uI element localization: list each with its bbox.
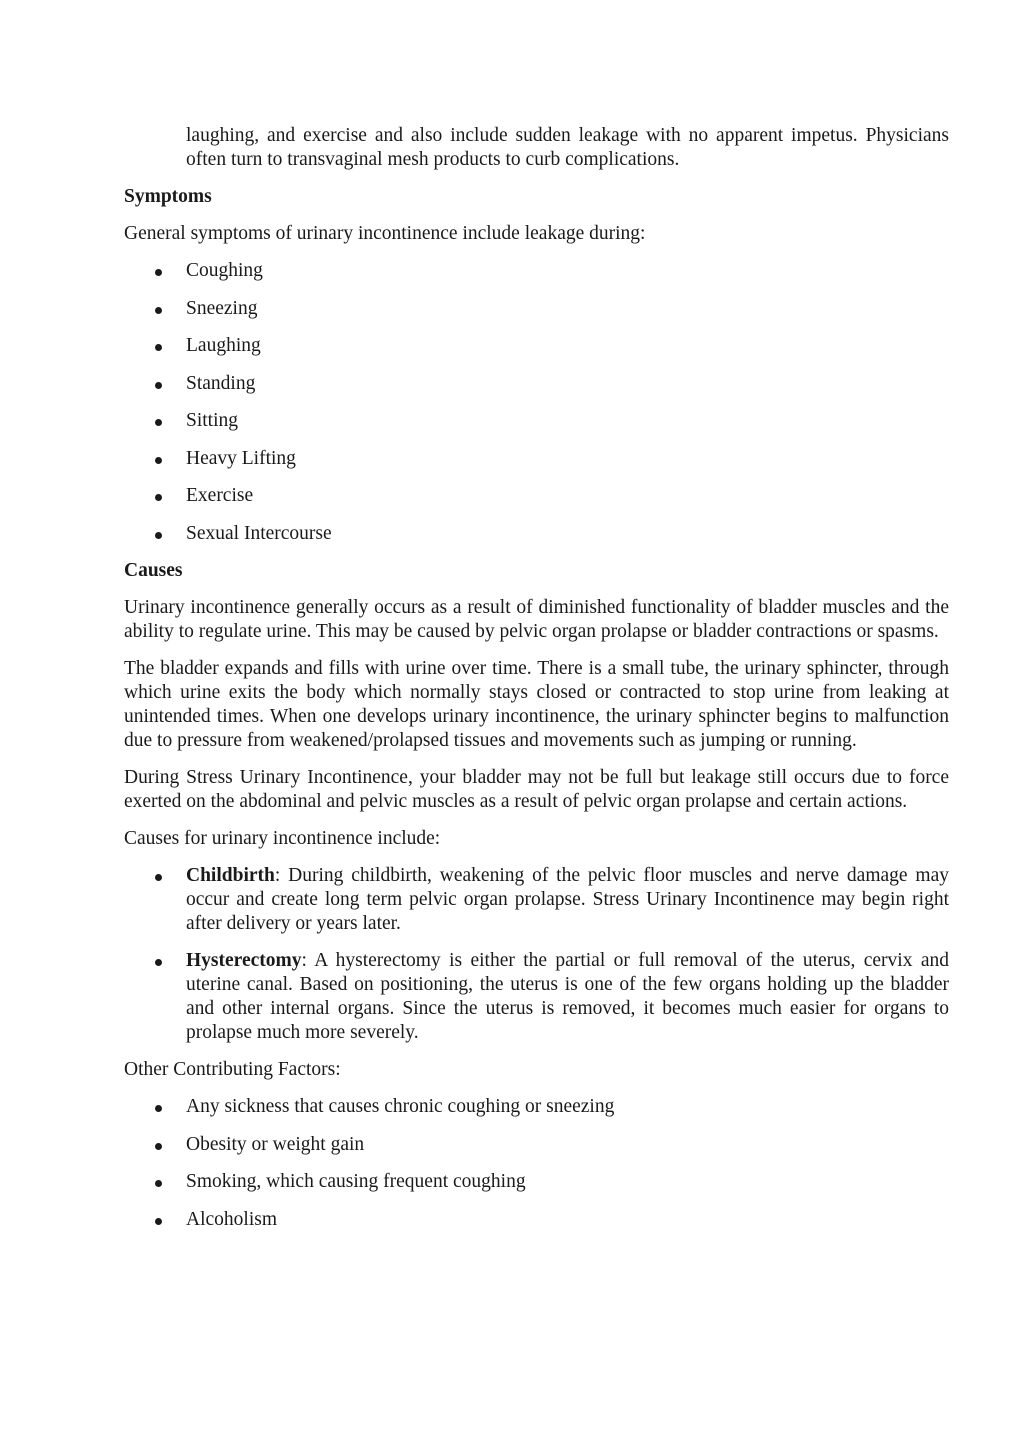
other-factors-lead: Other Contributing Factors:: [124, 1059, 341, 1080]
list-item: [124, 949, 949, 1045]
list-item: Any sickness that causes chronic coughing or sneezing: [124, 1095, 949, 1119]
list-item: Alcoholism: [124, 1208, 949, 1232]
causes-heading: Causes: [124, 559, 183, 581]
list-item: Sitting: [124, 409, 949, 433]
list-item: Obesity or weight gain: [124, 1133, 949, 1157]
bullet-icon: [155, 419, 162, 426]
symptoms-lead: General symptoms of urinary incontinence include leakage during:: [124, 223, 646, 244]
causes-paragraph: During Stress Urinary Incontinence, your bladder may not be full but leakage still occurs due to force exerted on the abdominal and pelvic muscles as a result of pelvic organ prolapse and certain actions.: [124, 766, 949, 812]
bullet-icon: [155, 457, 162, 464]
list-item: Laughing: [124, 334, 949, 358]
bullet-icon: [155, 269, 162, 276]
causes-paragraph: Urinary incontinence generally occurs as a result of diminished functionality of bladder muscles and the ability to regulate urine. This may be caused by pelvic organ prolapse or bladder contractions or spasms.: [124, 596, 949, 642]
causes-list-lead: Causes for urinary incontinence include:: [124, 827, 441, 849]
list-item: Heavy Lifting: [124, 447, 949, 471]
list-item: Standing: [124, 372, 949, 396]
bullet-icon: [155, 959, 162, 966]
list-item: Coughing: [124, 259, 949, 283]
bullet-icon: [155, 344, 162, 351]
bullet-icon: [155, 532, 162, 539]
causes-paragraph: The bladder expands and fills with urine over time. There is a small tube, the urinary sphincter, through which urine exits the body which normally stays closed or contracted to stop urine from leaking at unintended times. When one develops urinary incontinence, the urinary sphincter begins to malfunction due to pressure from weakened/prolapsed tissues and movements such as jumping or running.: [124, 657, 949, 751]
list-item: Smoking, which causing frequent coughing: [124, 1170, 949, 1194]
cause-description: : A hysterectomy is either the partial or full removal of the uterus, cervix and uterine canal. Based on positioning, the uterus is one of the few organs holding up the bladder and other internal organs. Since the uterus is removed, it becomes much easier for organs to prolapse much more severely.: [186, 950, 949, 1043]
list-item: Sneezing: [124, 297, 949, 321]
cause-term: Childbirth: [186, 864, 275, 886]
list-item: Sexual Intercourse: [124, 522, 949, 546]
bullet-icon: [155, 1143, 162, 1150]
bullet-icon: [155, 307, 162, 314]
bullet-icon: [155, 1180, 162, 1187]
causes-list: [124, 864, 949, 1046]
bullet-icon: [155, 1105, 162, 1112]
bullet-icon: [155, 382, 162, 389]
other-factors-list: [124, 1095, 949, 1232]
symptoms-heading: Symptoms: [124, 186, 212, 207]
bullet-icon: [155, 494, 162, 501]
cause-description: : During childbirth, weakening of the pelvic floor muscles and nerve damage may occur and create long term pelvic organ prolapse. Stress Urinary Incontinence may begin right after delivery or years later.: [186, 864, 949, 934]
intro-continuation: laughing, and exercise and also include sudden leakage with no apparent impetus. Physicians often turn to transvaginal mesh products to curb complications.: [186, 125, 949, 170]
list-item: Exercise: [124, 484, 949, 508]
bullet-icon: [155, 1218, 162, 1225]
symptoms-list: [124, 259, 949, 546]
cause-term: Hysterectomy: [186, 950, 302, 971]
list-item: [124, 864, 949, 936]
bullet-icon: [155, 874, 162, 881]
document-page: [124, 124, 949, 1245]
